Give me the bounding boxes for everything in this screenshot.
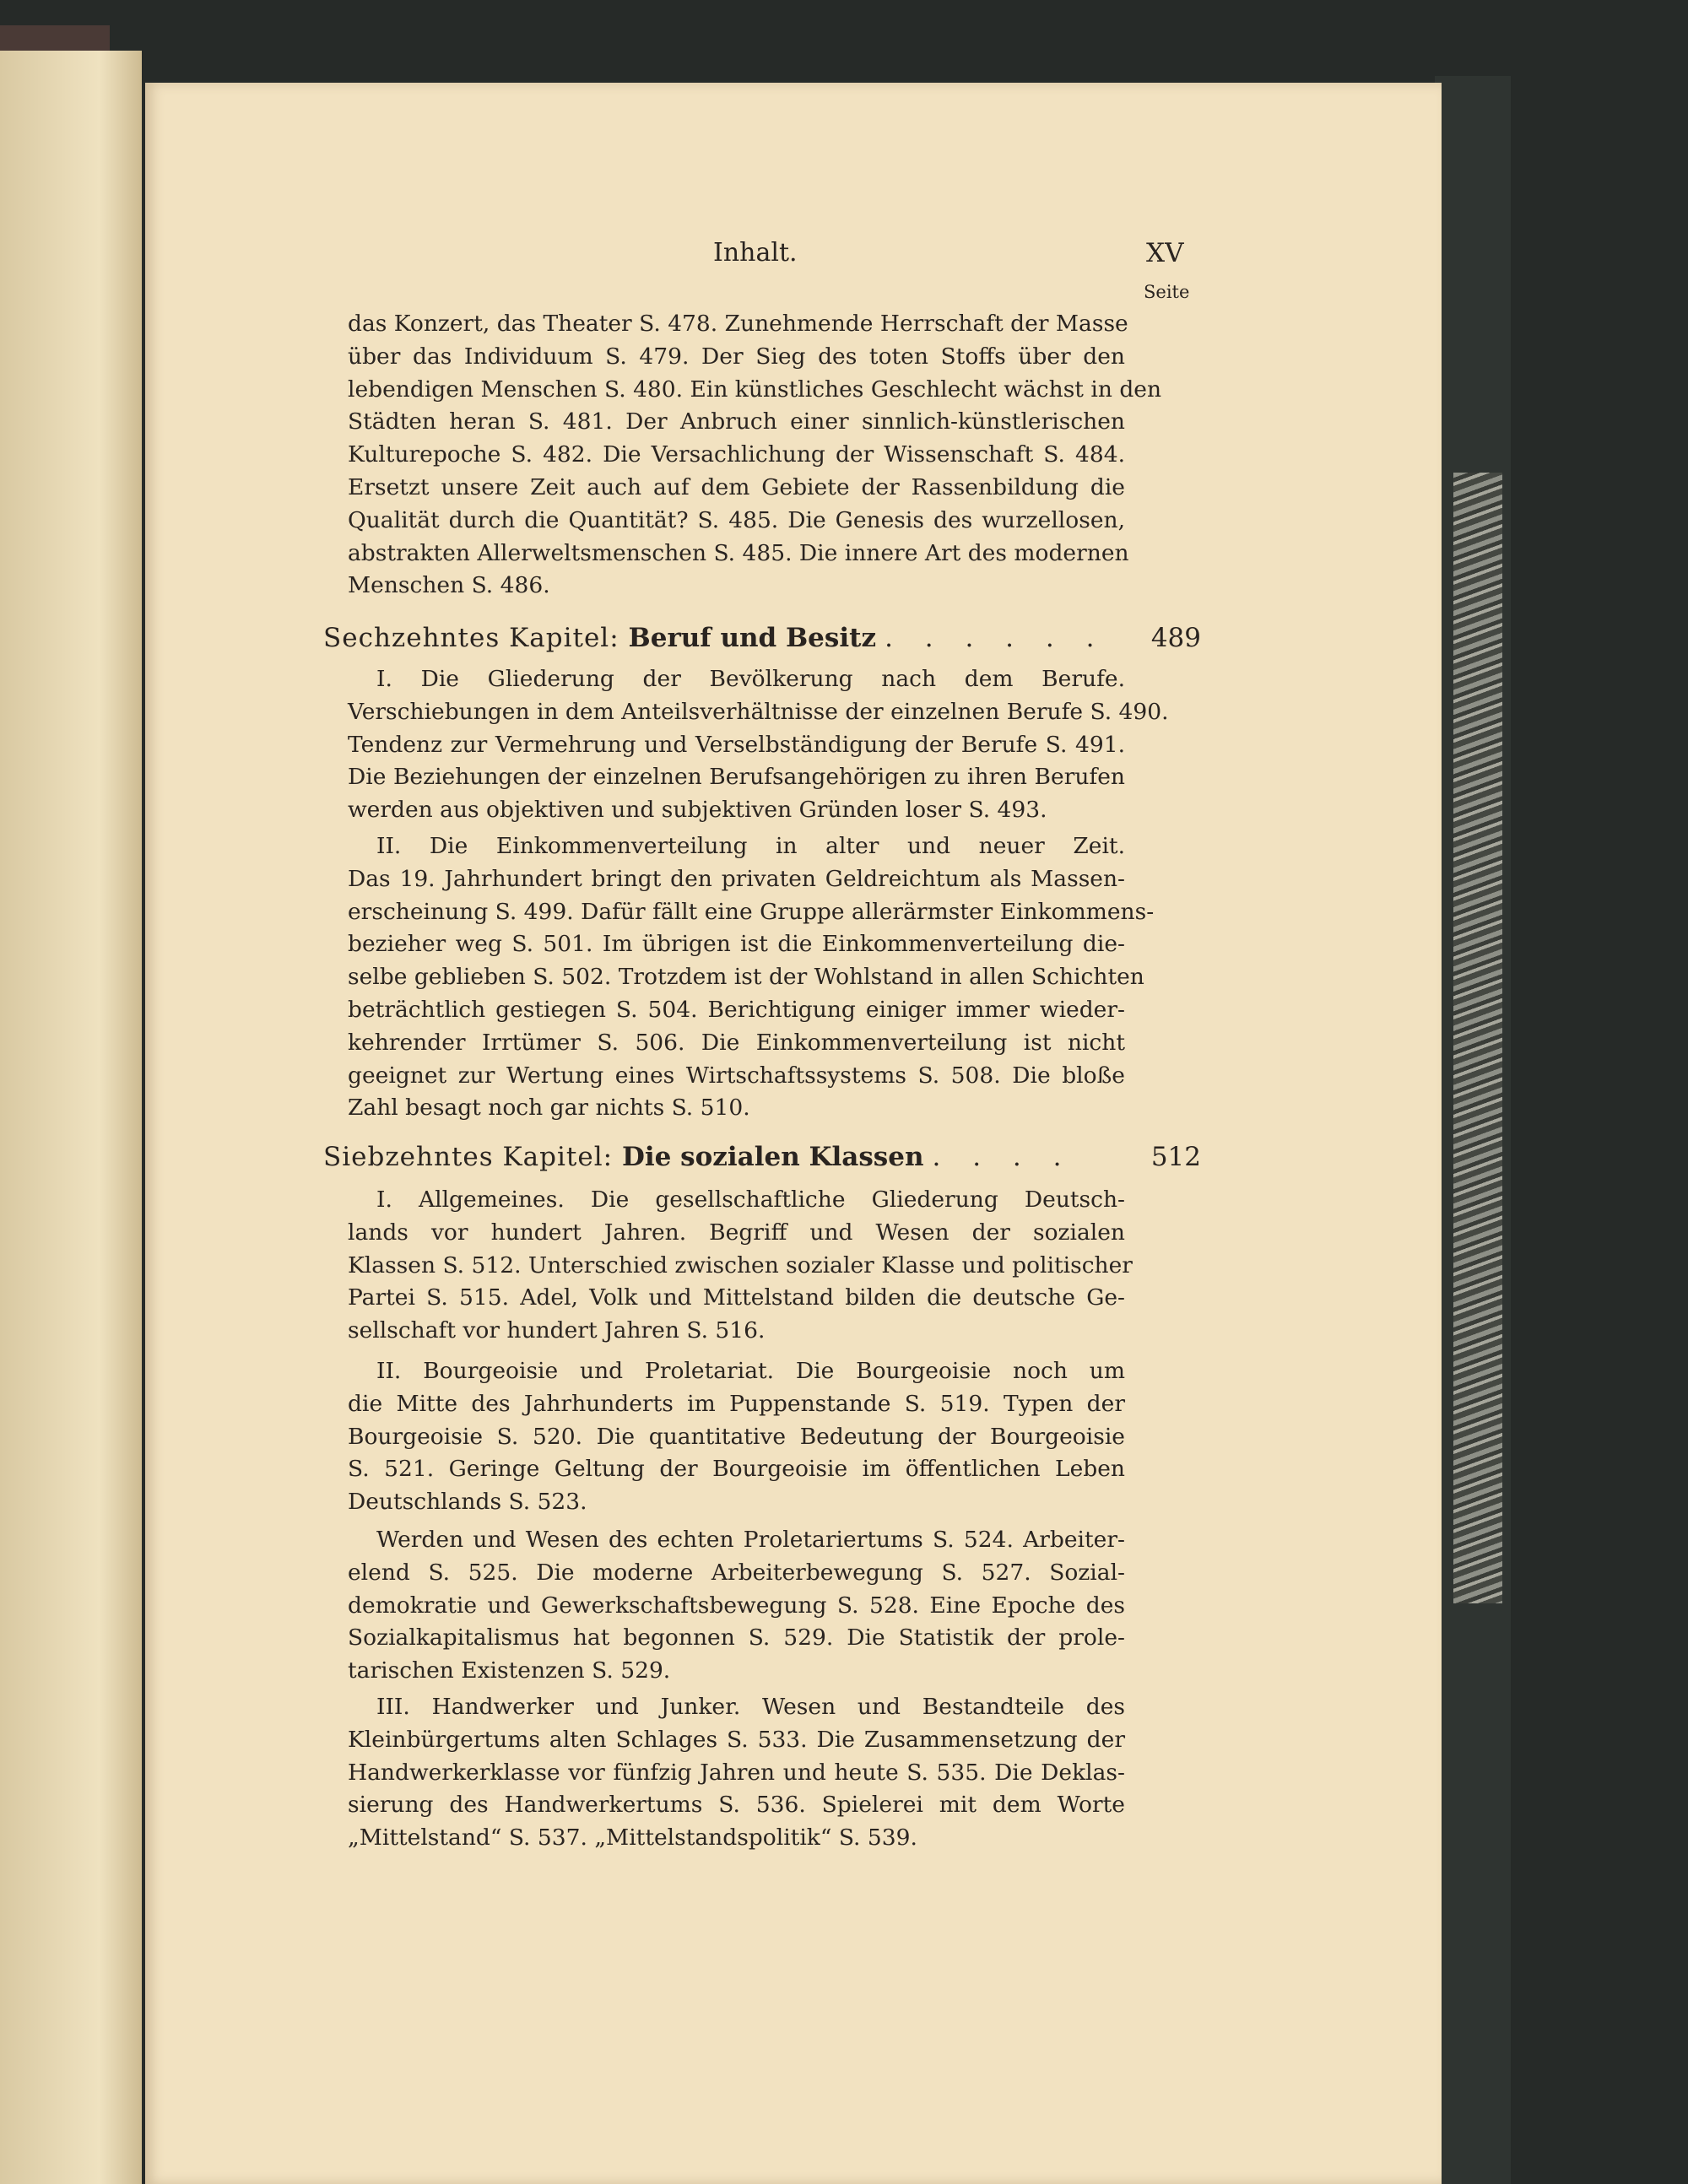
chapter-page-number: 512	[1150, 1142, 1201, 1172]
text-line: das Konzert, das Theater S. 478. Zunehmende Herrschaft der Masse	[348, 311, 1128, 337]
toc-section-1	[348, 1184, 1133, 1348]
text-line: Werden und Wesen des echten Proletariertums S. 524. Arbeiter-	[376, 1527, 1125, 1553]
text-line: bezieher weg S. 501. Im übrigen ist die Einkommenverteilung die-	[348, 931, 1125, 958]
toc-section-2	[348, 830, 1155, 1125]
text-line: sellschaft vor hundert Jahren S. 516.	[348, 1317, 766, 1344]
text-line: Deutschlands S. 523.	[348, 1489, 587, 1516]
dot-leader: . . . . . .	[885, 623, 1106, 653]
text-line: demokratie und Gewerkschaftsbewegung S. 528. Eine Epoche des	[348, 1592, 1125, 1619]
text-line: Menschen S. 486.	[348, 572, 550, 599]
marbled-page-edges	[1453, 473, 1502, 1603]
toc-section-2	[348, 1355, 1125, 1519]
text-line: elend S. 525. Die moderne Arbeiterbewegung S. 527. Sozial-	[348, 1559, 1125, 1586]
text-line: Tendenz zur Vermehrung und Verselbständigung der Berufe S. 491.	[348, 731, 1125, 758]
text-line: Ersetzt unsere Zeit auch auf dem Gebiete der Rassenbildung die	[348, 473, 1125, 500]
text-line: „Mittelstand“ S. 537. „Mittelstandspolitik“ S. 539.	[348, 1825, 917, 1852]
text-line: Zahl besagt noch gar nichts S. 510.	[348, 1095, 750, 1122]
chapter-label: Siebzehntes Kapitel:	[323, 1142, 622, 1172]
dot-leader: . . . .	[932, 1142, 1074, 1172]
text-line: beträchtlich gestiegen S. 504. Berichtigung einiger immer wieder-	[348, 996, 1125, 1023]
text-line: abstrakten Allerweltsmenschen S. 485. Die innere Art des modernen	[348, 539, 1129, 566]
text-line: die Mitte des Jahrhunderts im Puppenstande S. 519. Typen der	[348, 1390, 1125, 1417]
text-line: Verschiebungen in dem Anteilsverhältnisse der einzelnen Berufe S. 490.	[348, 698, 1169, 725]
chapter-heading-17	[323, 1138, 1201, 1176]
text-line: Klassen S. 512. Unterschied zwischen sozialer Klasse und politischer	[348, 1251, 1133, 1279]
text-line: Kleinbürgertums alten Schlages S. 533. Die Zusammensetzung der	[348, 1726, 1125, 1753]
text-line: Bourgeoisie S. 520. Die quantitative Bedeutung der Bourgeoisie	[348, 1423, 1125, 1450]
toc-section-3	[348, 1691, 1125, 1855]
text-line: selbe geblieben S. 502. Trotzdem ist der Wohlstand in allen Schichten	[348, 964, 1144, 991]
toc-entry-paragraph	[348, 308, 1162, 603]
running-head: Inhalt.	[713, 238, 798, 268]
chapter-title: Beruf und Besitz	[628, 623, 877, 653]
text-line: geeignet zur Wertung eines Wirtschaftssystems S. 508. Die bloße	[348, 1062, 1125, 1089]
text-line: werden aus objektiven und subjektiven Gründen loser S. 493.	[348, 797, 1047, 824]
text-line: lands vor hundert Jahren. Begriff und Wesen der sozialen	[348, 1219, 1125, 1246]
chapter-title: Die sozialen Klassen	[621, 1142, 924, 1172]
text-line: sierung des Handwerkertums S. 536. Spielerei mit dem Worte	[348, 1792, 1125, 1819]
left-page-edge	[0, 51, 142, 2184]
text-line: kehrender Irrtümer S. 506. Die Einkommenverteilung ist nicht	[348, 1029, 1125, 1056]
text-line: Sozialkapitalismus hat begonnen S. 529. Die Statistik der prole-	[348, 1624, 1125, 1652]
text-line: Städten heran S. 481. Der Anbruch einer sinnlich-künstlerischen	[348, 408, 1125, 435]
chapter-label: Sechzehntes Kapitel:	[323, 623, 629, 653]
chapter-page-number: 489	[1150, 623, 1201, 653]
text-line: I. Die Gliederung der Bevölkerung nach dem Berufe.	[376, 666, 1125, 692]
text-line: III. Handwerker und Junker. Wesen und Bestandteile des	[376, 1694, 1125, 1720]
text-line: Die Beziehungen der einzelnen Berufsangehörigen zu ihren Berufen	[348, 764, 1125, 791]
column-label: Seite	[1144, 282, 1190, 302]
text-line: erscheinung S. 499. Dafür fällt eine Gruppe allerärmster Einkommens-	[348, 898, 1155, 925]
text-line: Partei S. 515. Adel, Volk und Mittelstand bilden die deutsche Ge-	[348, 1284, 1125, 1311]
text-line: II. Die Einkommenverteilung in alter und neuer Zeit.	[376, 833, 1125, 859]
text-line: lebendigen Menschen S. 480. Ein künstliches Geschlecht wächst in den	[348, 376, 1162, 403]
text-line: I. Allgemeines. Die gesellschaftliche Gliederung Deutsch-	[376, 1187, 1125, 1213]
text-line: S. 521. Geringe Geltung der Bourgeoisie im öffentlichen Leben	[348, 1456, 1125, 1483]
text-line: tarischen Existenzen S. 529.	[348, 1657, 671, 1684]
chapter-heading-16	[323, 619, 1201, 657]
text-line: Handwerkerklasse vor fünfzig Jahren und heute S. 535. Die Deklas-	[348, 1759, 1125, 1786]
text-line: über das Individuum S. 479. Der Sieg des toten Stoffs über den	[348, 343, 1125, 370]
text-line: Qualität durch die Quantität? S. 485. Die Genesis des wurzellosen,	[348, 506, 1125, 533]
text-line: II. Bourgeoisie und Proletariat. Die Bourgeoisie noch um	[376, 1358, 1125, 1384]
text-line: Das 19. Jahrhundert bringt den privaten Geldreichtum als Massen-	[348, 865, 1125, 892]
toc-section-2-continued	[348, 1524, 1125, 1688]
text-line: Kulturepoche S. 482. Die Versachlichung der Wissenschaft S. 484.	[348, 441, 1125, 468]
toc-section-1	[348, 663, 1169, 827]
page-number: XV	[1146, 238, 1184, 268]
